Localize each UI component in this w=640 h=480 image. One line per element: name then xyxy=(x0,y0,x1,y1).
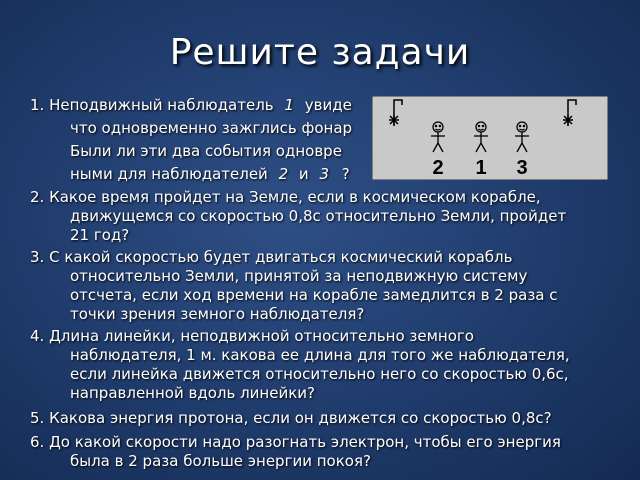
observer-1-label: 1 xyxy=(284,96,294,114)
problem-4-line-2: наблюдателя, 1 м. какова ее длина для того же наблюдателя, xyxy=(70,346,570,364)
problem-3-line-2: относительно Земли, принятой за неподвижную систему xyxy=(70,267,528,285)
slide-title: Решите задачи xyxy=(169,32,471,73)
problem-4-line-4: направленной вдоль линейки? xyxy=(70,384,315,402)
question-mark: ? xyxy=(341,165,350,183)
problem-1-line-4 xyxy=(70,165,350,184)
problem-4-line-3: если линейка движется относительно него со скоростью 0,6с, xyxy=(70,365,569,383)
problem-5-line-1: 5. Какова энергия протона, если он движется со скоростью 0,8с? xyxy=(30,409,552,427)
problem-1-prefix: 1. Неподвижный наблюдатель xyxy=(30,96,274,114)
observers-figure xyxy=(372,96,608,180)
figure-label-2: 2 xyxy=(432,157,444,179)
problem-3-line-3: отсчета, если ход времени на корабле замедлится в 2 раза с xyxy=(70,286,558,304)
problem-6-line-1: 6. До какой скорости надо разогнать электрон, чтобы его энергия xyxy=(30,433,561,451)
and-word: и xyxy=(298,165,309,183)
observer-3-label: 3 xyxy=(319,165,329,183)
problem-6-line-2: была в 2 раза больше энергии покоя? xyxy=(70,452,371,470)
problem-4-line-1: 4. Длина линейки, неподвижной относительно земного xyxy=(30,327,474,345)
problem-1-line-3: Были ли эти два события одновре xyxy=(70,142,342,160)
problem-3-line-4: точки зрения земного наблюдателя? xyxy=(70,305,365,323)
problem-2-line-3: 21 год? xyxy=(70,226,130,244)
problem-1-line-1 xyxy=(30,96,352,115)
observer-2-label: 2 xyxy=(278,165,289,183)
problem-1-line-2: что одновременно зажглись фонар xyxy=(70,119,353,137)
problem-3-line-1: 3. С какой скоростью будет двигаться космический корабль xyxy=(30,248,513,266)
figure-label-1: 1 xyxy=(475,157,487,179)
problem-1-suffix: увиде xyxy=(304,96,352,114)
problem-1-line-4-prefix: ными для наблюдателей xyxy=(70,165,268,183)
figure-background xyxy=(372,96,608,180)
problem-2-line-1: 2. Какое время пройдет на Земле, если в космическом корабле, xyxy=(30,188,541,206)
figure-label-3: 3 xyxy=(516,157,528,179)
problem-2-line-2: движущемся со скоростью 0,8с относительно Земли, пройдет xyxy=(70,207,567,225)
